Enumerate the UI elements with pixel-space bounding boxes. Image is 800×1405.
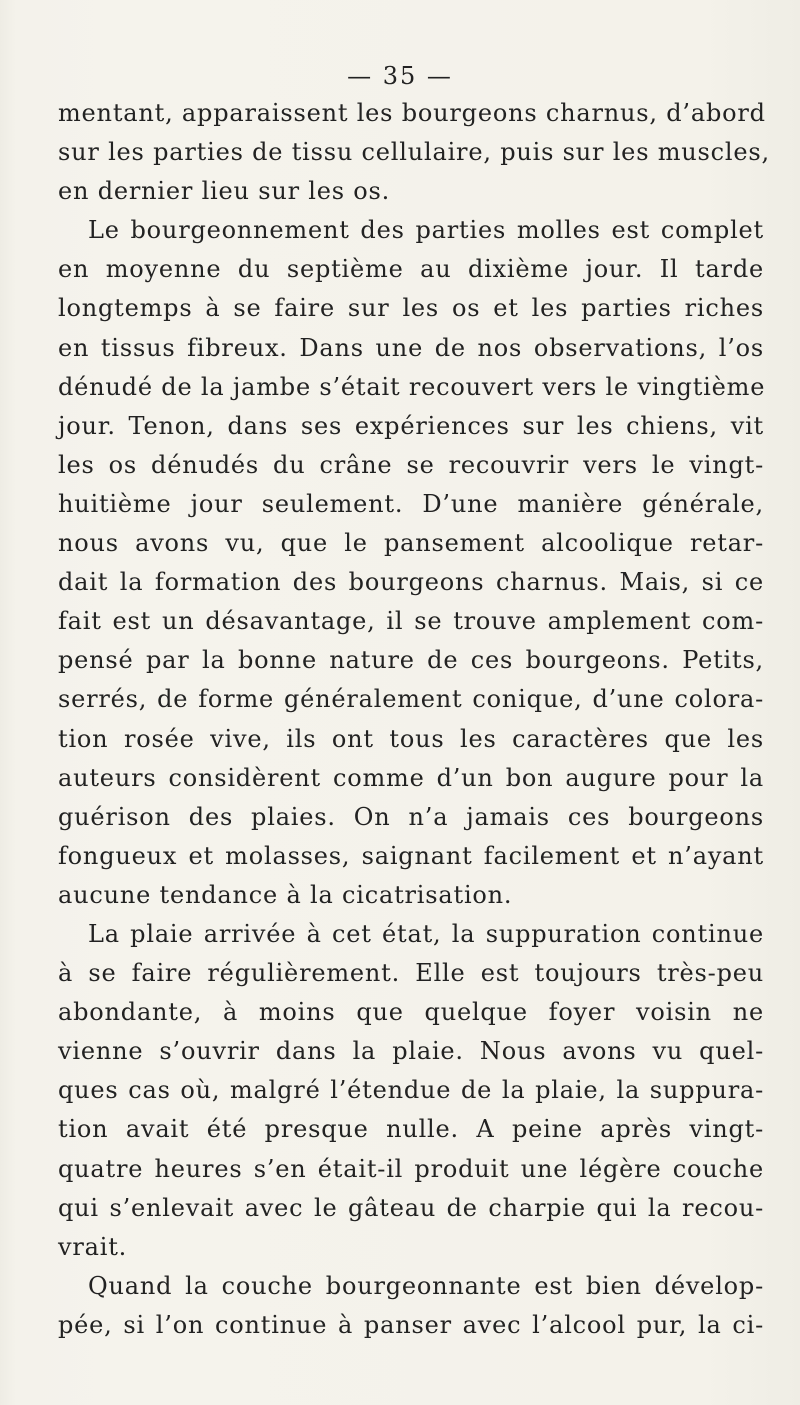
text-line: guérison des plaies. On n’a jamais ces bourgeons: [58, 802, 764, 831]
text-line: sur les parties de tissu cellulaire, puis sur les muscles,: [58, 138, 770, 167]
text-line: huitième jour seulement. D’une manière générale,: [58, 489, 764, 518]
text-line: tion rosée vive, ils ont tous les caractères que les: [58, 724, 764, 753]
page-number: — 35 —: [347, 62, 453, 90]
text-line: nous avons vu, que le pansement alcoolique retar-: [58, 529, 764, 558]
text-line: en dernier lieu sur les os.: [58, 177, 391, 206]
paragraph-start-line: Le bourgeonnement des parties molles est complet: [88, 216, 764, 245]
text-line: mentant, apparaissent les bourgeons charnus, d’abord: [58, 99, 766, 127]
text-line: qui s’enlevait avec le gâteau de charpie qui la recou-: [58, 1193, 764, 1222]
text-line: en moyenne du septième au dixième jour. Il tarde: [58, 255, 764, 284]
text-line: jour. Tenon, dans ses expériences sur les chiens, vit: [58, 411, 764, 440]
text-line: ques cas où, malgré l’étendue de la plaie, la suppura-: [58, 1076, 764, 1105]
text-line: dait la formation des bourgeons charnus. Mais, si ce: [58, 568, 764, 597]
text-line: vrait.: [58, 1232, 128, 1261]
text-line: auteurs considèrent comme d’un bon augure pour la: [58, 763, 764, 792]
text-line: tion avait été presque nulle. A peine après vingt-: [58, 1115, 764, 1144]
text-line: en tissus fibreux. Dans une de nos observations, l’os: [58, 333, 764, 362]
text-line: dénudé de la jambe s’était recouvert vers le vingtième: [58, 372, 766, 401]
text-line: pée, si l’on continue à panser avec l’alcool pur, la ci-: [58, 1310, 764, 1339]
paragraph-start-line: Quand la couche bourgeonnante est bien dévelop-: [88, 1271, 764, 1300]
text-line: pensé par la bonne nature de ces bourgeons. Petits,: [58, 646, 764, 675]
text-line: fongueux et molasses, saignant facilement et n’ayant: [58, 841, 764, 870]
text-line: les os dénudés du crâne se recouvrir vers le vingt-: [58, 450, 764, 479]
text-line: serrés, de forme généralement conique, d’une colora-: [58, 685, 764, 714]
text-line: longtemps à se faire sur les os et les parties riches: [58, 294, 764, 323]
text-line: abondante, à moins que quelque foyer voisin ne: [58, 998, 764, 1027]
paragraph-start-line: La plaie arrivée à cet état, la suppuration continue: [88, 919, 764, 948]
text-line: vienne s’ouvrir dans la plaie. Nous avons vu quel-: [58, 1037, 764, 1066]
text-line: quatre heures s’en était-il produit une légère couche: [58, 1154, 764, 1183]
text-line: aucune tendance à la cicatrisation.: [58, 880, 513, 909]
text-line: fait est un désavantage, il se trouve amplement com-: [58, 607, 764, 636]
body-text: [58, 94, 770, 1345]
text-line: à se faire régulièrement. Elle est toujours très-peu: [58, 959, 764, 988]
